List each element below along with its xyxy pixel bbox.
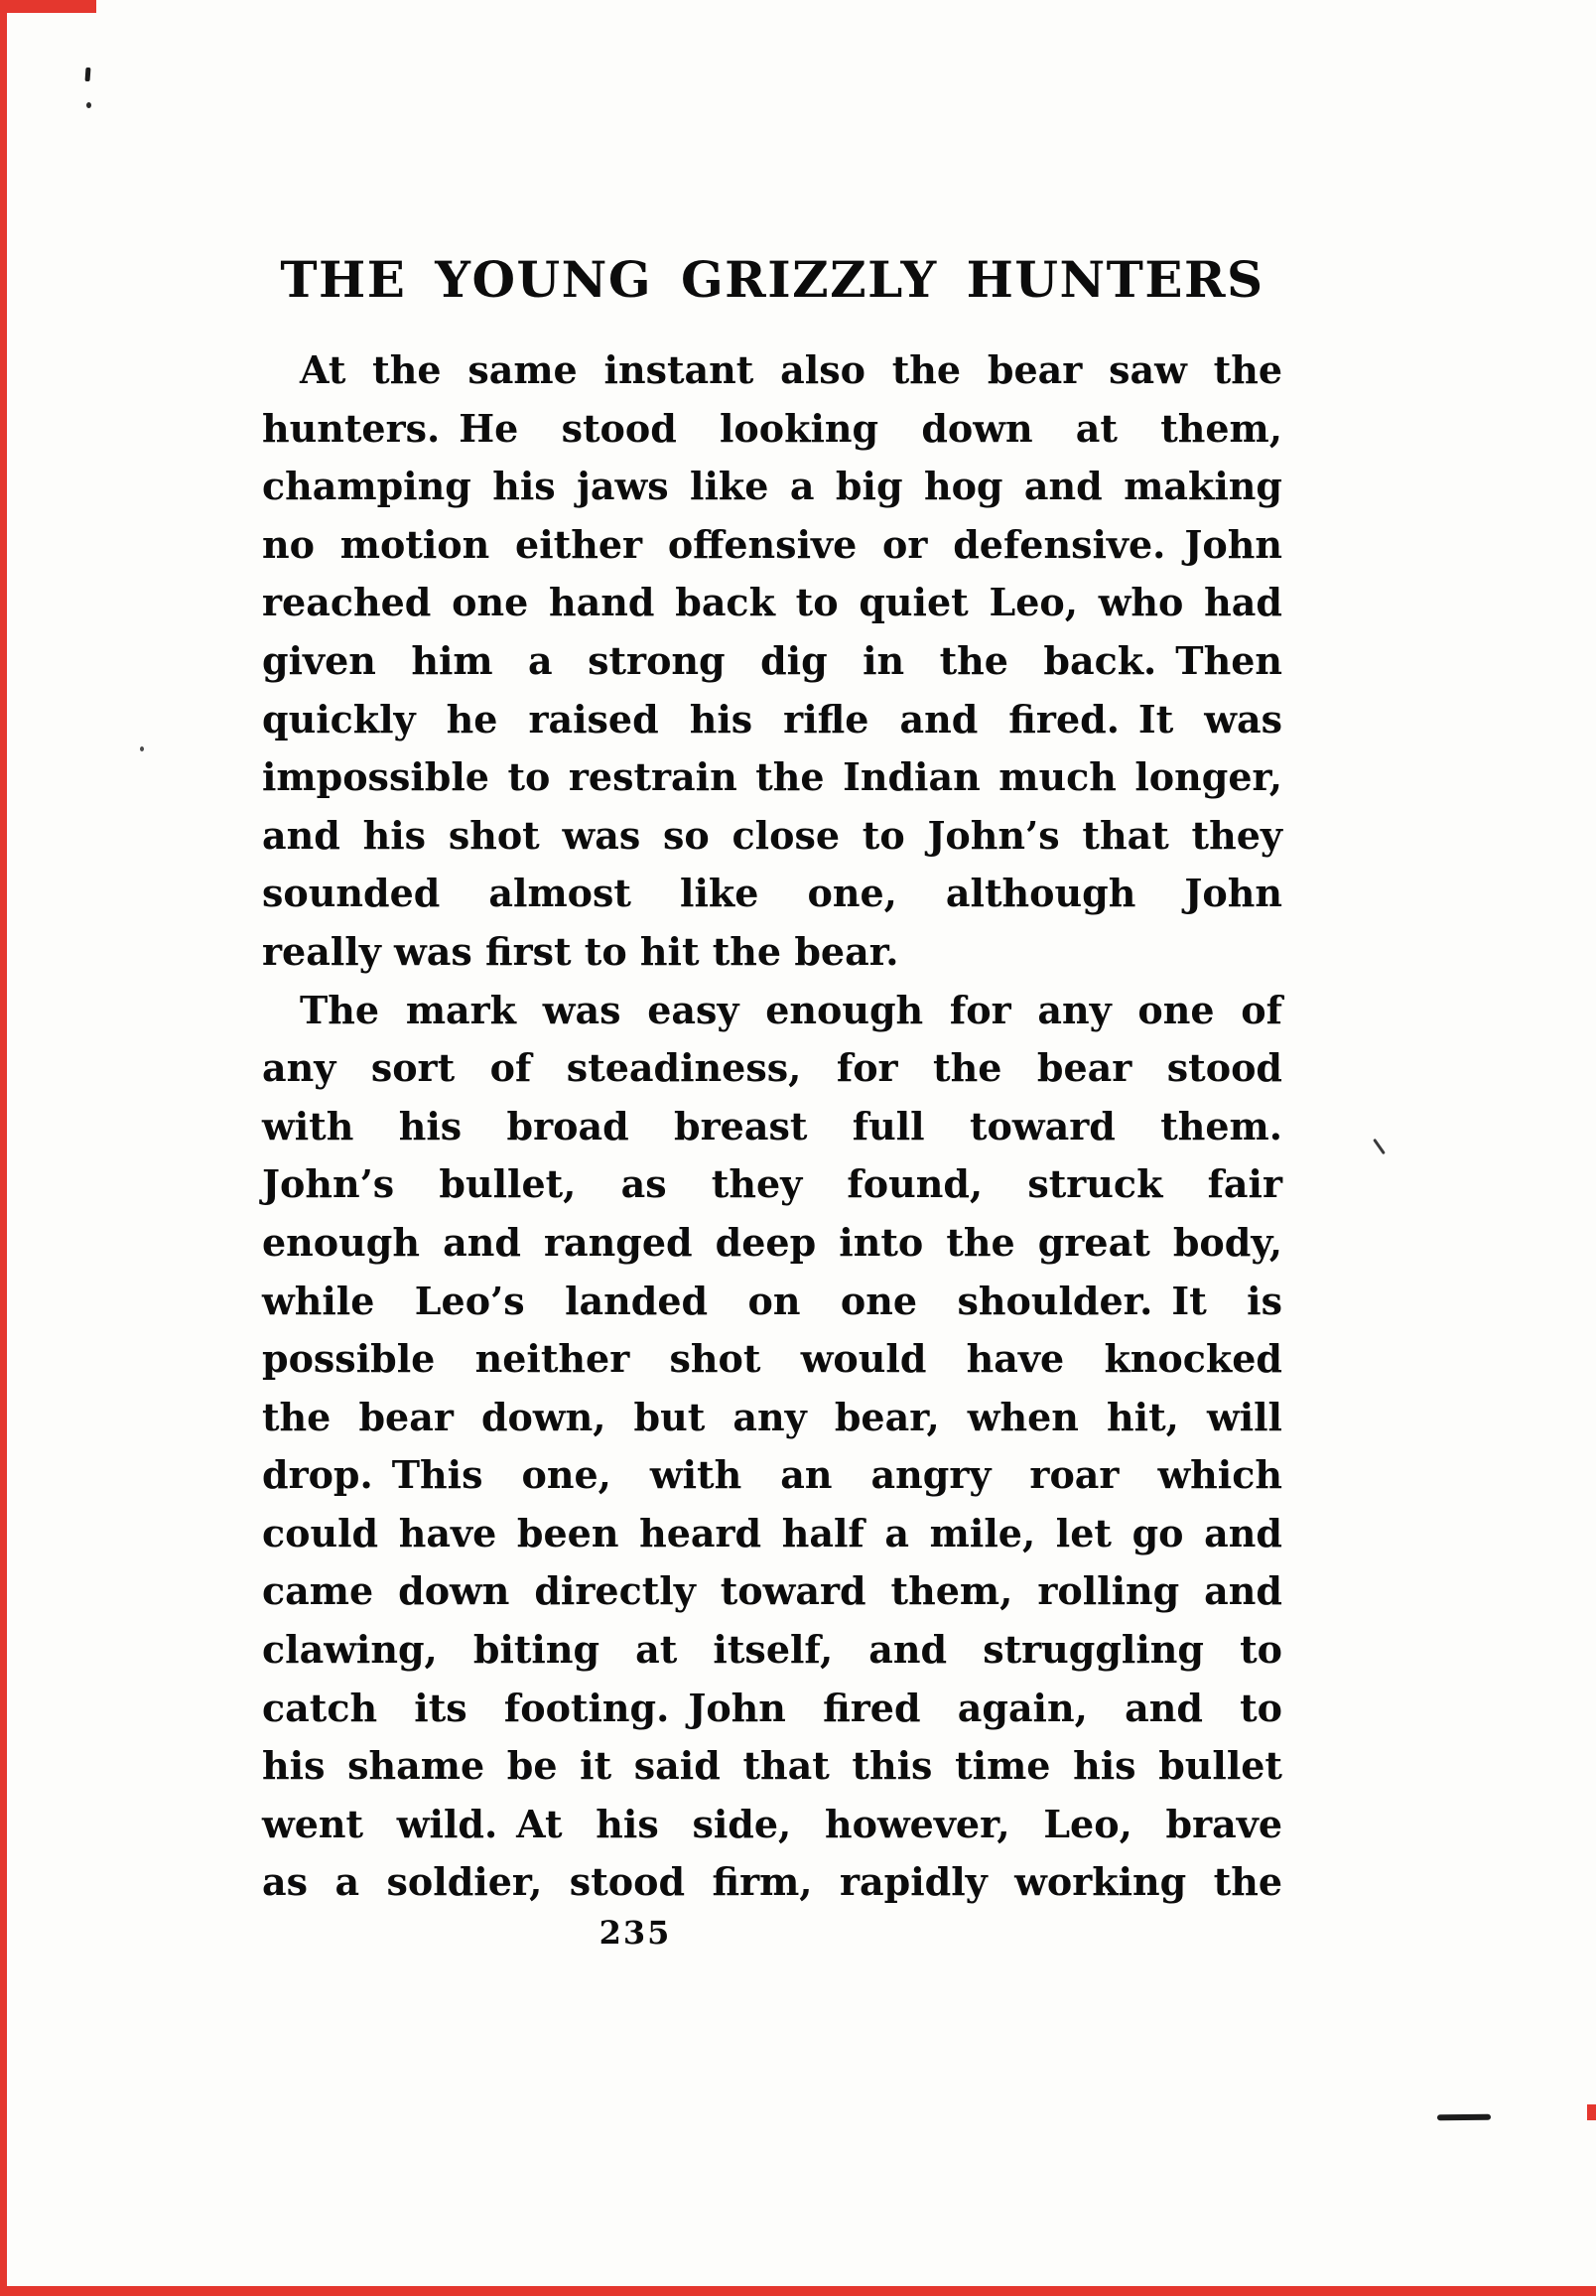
text-line: catch its footing. John fired again, and to	[262, 1685, 1282, 1730]
text-line: came down directly toward them, rolling and	[262, 1568, 1282, 1614]
ink-speck-apostrophe	[85, 68, 91, 81]
text-line: no motion either offensive or defensive. John	[262, 521, 1282, 567]
scan-edge-red-left	[0, 0, 7, 2296]
text-line: quickly he raised his rifle and fired. It was	[262, 696, 1282, 742]
text-line: really was first to hit the bear.	[262, 928, 899, 974]
text-line: At the same instant also the bear saw the	[300, 347, 1282, 392]
text-line: as a soldier, stood firm, rapidly working the	[262, 1859, 1282, 1905]
text-line: while Leo’s landed on one shoulder. It is	[262, 1278, 1282, 1323]
text-line: sounded almost like one, although John	[262, 871, 1282, 916]
ink-speck-dot-top-left	[86, 102, 91, 108]
text-line: given him a strong dig in the back. Then	[262, 637, 1282, 683]
page-number: 235	[598, 1914, 672, 1952]
text-line: could have been heard half a mile, let go and	[262, 1510, 1282, 1555]
text-line: possible neither shot would have knocked	[262, 1336, 1282, 1382]
text-line: impossible to restrain the Indian much longer,	[262, 754, 1282, 800]
text-line: John’s bullet, as they found, struck fair	[262, 1161, 1282, 1207]
text-column	[262, 341, 1282, 1912]
scan-edge-red-right-tick	[1587, 2104, 1596, 2120]
page-title: THE YOUNG GRIZZLY HUNTERS	[280, 250, 1264, 309]
scan-edge-red-top-left	[0, 0, 96, 13]
text-line: hunters. He stood looking down at them,	[262, 405, 1282, 451]
text-line: The mark was easy enough for any one of	[300, 987, 1282, 1032]
text-line: drop. This one, with an angry roar which	[262, 1452, 1282, 1498]
scan-edge-red-bottom	[0, 2286, 1596, 2296]
text-line: champing his jaws like a big hog and making	[262, 464, 1282, 509]
text-line: with his broad breast full toward them.	[262, 1103, 1282, 1148]
ink-mark-dash	[1437, 2114, 1491, 2121]
ink-speck-dot-left-margin	[140, 746, 144, 751]
text-line: clawing, biting at itself, and struggling to	[262, 1627, 1282, 1673]
text-line: enough and ranged deep into the great body,	[262, 1219, 1282, 1265]
text-line: reached one hand back to quiet Leo, who had	[262, 580, 1282, 625]
text-line: the bear down, but any bear, when hit, will	[262, 1394, 1282, 1439]
text-line: and his shot was so close to John’s that they	[262, 812, 1282, 858]
text-line: any sort of steadiness, for the bear stood	[262, 1045, 1282, 1091]
ink-mark-backslash	[1373, 1139, 1386, 1154]
text-line: went wild. At his side, however, Leo, brave	[262, 1801, 1282, 1846]
text-line: his shame be it said that this time his bullet	[262, 1743, 1282, 1789]
